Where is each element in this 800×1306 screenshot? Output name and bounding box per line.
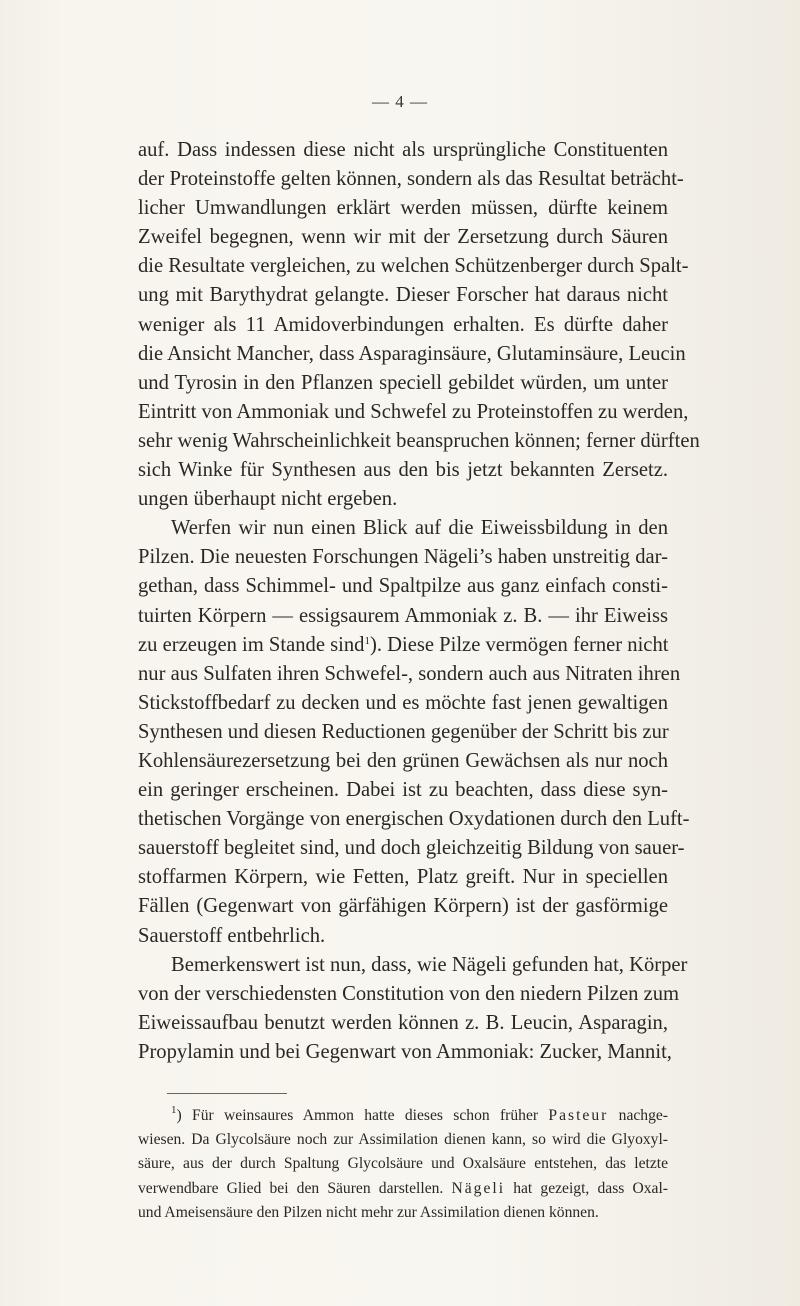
paragraph-start-line: Bemerkenswert ist nun, dass, wie Nägeli gefunden hat, Körper	[171, 953, 688, 976]
text-line: Kohlensäurezersetzung bei den grünen Gewächsen als nur noch	[138, 749, 668, 772]
text-line: Zweifel begegnen, wenn wir mit der Zersetzung durch Säuren	[138, 226, 668, 249]
footnote-mark: 1	[171, 1104, 177, 1116]
text-line: Fällen (Gegenwart von gärfähigen Körpern) ist der gasförmige	[138, 895, 668, 918]
text-line: Eiweissaufbau benutzt werden können z. B. Leucin, Asparagin,	[138, 1011, 668, 1034]
text-line: auf. Dass indessen diese nicht als ursprüngliche Constituenten	[138, 139, 668, 161]
text-segment: ). Diese Pilze vermögen ferner nicht	[369, 633, 669, 656]
text-line: ungen überhaupt nicht ergeben.	[138, 488, 398, 511]
author-name: Nägeli	[451, 1179, 506, 1197]
footnote-reference: 1	[364, 634, 370, 647]
text-line: Pilzen. Die neuesten Forschungen Nägeli’s haben unstreitig dar-	[138, 546, 668, 569]
footnote-line: und Ameisensäure den Pilzen nicht mehr zur Assimilation dienen können.	[138, 1203, 599, 1221]
text-line: sauerstoff begleitet sind, und doch gleichzeitig Bildung von sauer-	[138, 837, 685, 860]
text-segment: nachge-	[608, 1107, 669, 1124]
text-line: tuirten Körpern — essigsaurem Ammoniak z. B. — ihr Eiweiss	[138, 604, 668, 627]
text-line: die Resultate vergleichen, zu welchen Schützenberger durch Spalt-	[138, 255, 689, 278]
text-line: gethan, dass Schimmel- und Spaltpilze aus ganz einfach consti-	[138, 575, 668, 598]
text-line: nur aus Sulfaten ihren Schwefel-, sondern auch aus Nitraten ihren	[138, 662, 681, 685]
page-number: — 4 —	[372, 92, 428, 111]
text-line: weniger als 11 Amidoverbindungen erhalten. Es dürfte daher	[138, 313, 668, 336]
text-segment: hat gezeigt, dass Oxal-	[505, 1179, 668, 1197]
text-line: die Ansicht Mancher, dass Asparaginsäure, Glutaminsäure, Leucin	[138, 342, 686, 365]
footnote-line: wiesen. Da Glycolsäure noch zur Assimilation dienen kann, so wird die Glyoxyl-	[138, 1131, 668, 1149]
text-segment: zu erzeugen im Stande sind	[138, 633, 365, 656]
text-line: Sauerstoff entbehrlich.	[138, 924, 326, 947]
body-text	[138, 136, 700, 1067]
text-line: thetischen Vorgänge von energischen Oxydationen durch den Luft-	[138, 808, 690, 831]
text-line: stoffarmen Körpern, wie Fetten, Platz greift. Nur in speciellen	[138, 866, 668, 889]
text-line: der Proteinstoffe gelten können, sondern als das Resultat beträcht-	[138, 168, 684, 191]
text-line-with-footnote	[138, 631, 668, 660]
text-line: von der verschiedensten Constitution von den niedern Pilzen zum	[138, 982, 680, 1005]
text-line: sehr wenig Wahrscheinlichkeit beanspruchen können; ferner dürften	[138, 429, 700, 452]
author-name: Pasteur	[548, 1107, 609, 1124]
paragraph-start-line: Werfen wir nun einen Blick auf die Eiweissbildung in den	[171, 517, 668, 540]
text-line: Synthesen und diesen Reductionen gegenüber der Schritt bis zur	[138, 720, 669, 743]
text-segment: ) Für weinsaures Ammon hatte dieses schon früher	[176, 1107, 549, 1124]
text-line: Stickstoffbedarf zu decken und es möchte fast jenen gewaltigen	[138, 691, 668, 714]
text-line: Propylamin und bei Gegenwart von Ammoniak: Zucker, Mannit,	[138, 1040, 672, 1063]
text-segment: verwendbare Glied bei den Säuren darstellen.	[138, 1179, 452, 1197]
text-line: Eintritt von Ammoniak und Schwefel zu Proteinstoffen zu werden,	[138, 400, 689, 423]
text-line: sich Winke für Synthesen aus den bis jetzt bekannten Zersetz.	[138, 459, 668, 482]
text-line: und Tyrosin in den Pflanzen speciell gebildet würden, um unter	[138, 371, 668, 394]
text-line: ein geringer erscheinen. Dabei ist zu beachten, dass diese syn-	[138, 779, 668, 802]
text-line: ung mit Barythydrat gelangte. Dieser Forscher hat daraus nicht	[138, 284, 668, 307]
footnote-divider	[167, 1093, 287, 1094]
footnote-line: säure, aus der durch Spaltung Glycolsäure und Oxalsäure entstehen, das letzte	[138, 1155, 668, 1173]
footnote-line	[138, 1177, 668, 1201]
text-line: licher Umwandlungen erklärt werden müssen, dürfte keinem	[138, 197, 668, 220]
footnote-line	[138, 1104, 668, 1128]
footnote	[138, 1104, 668, 1225]
